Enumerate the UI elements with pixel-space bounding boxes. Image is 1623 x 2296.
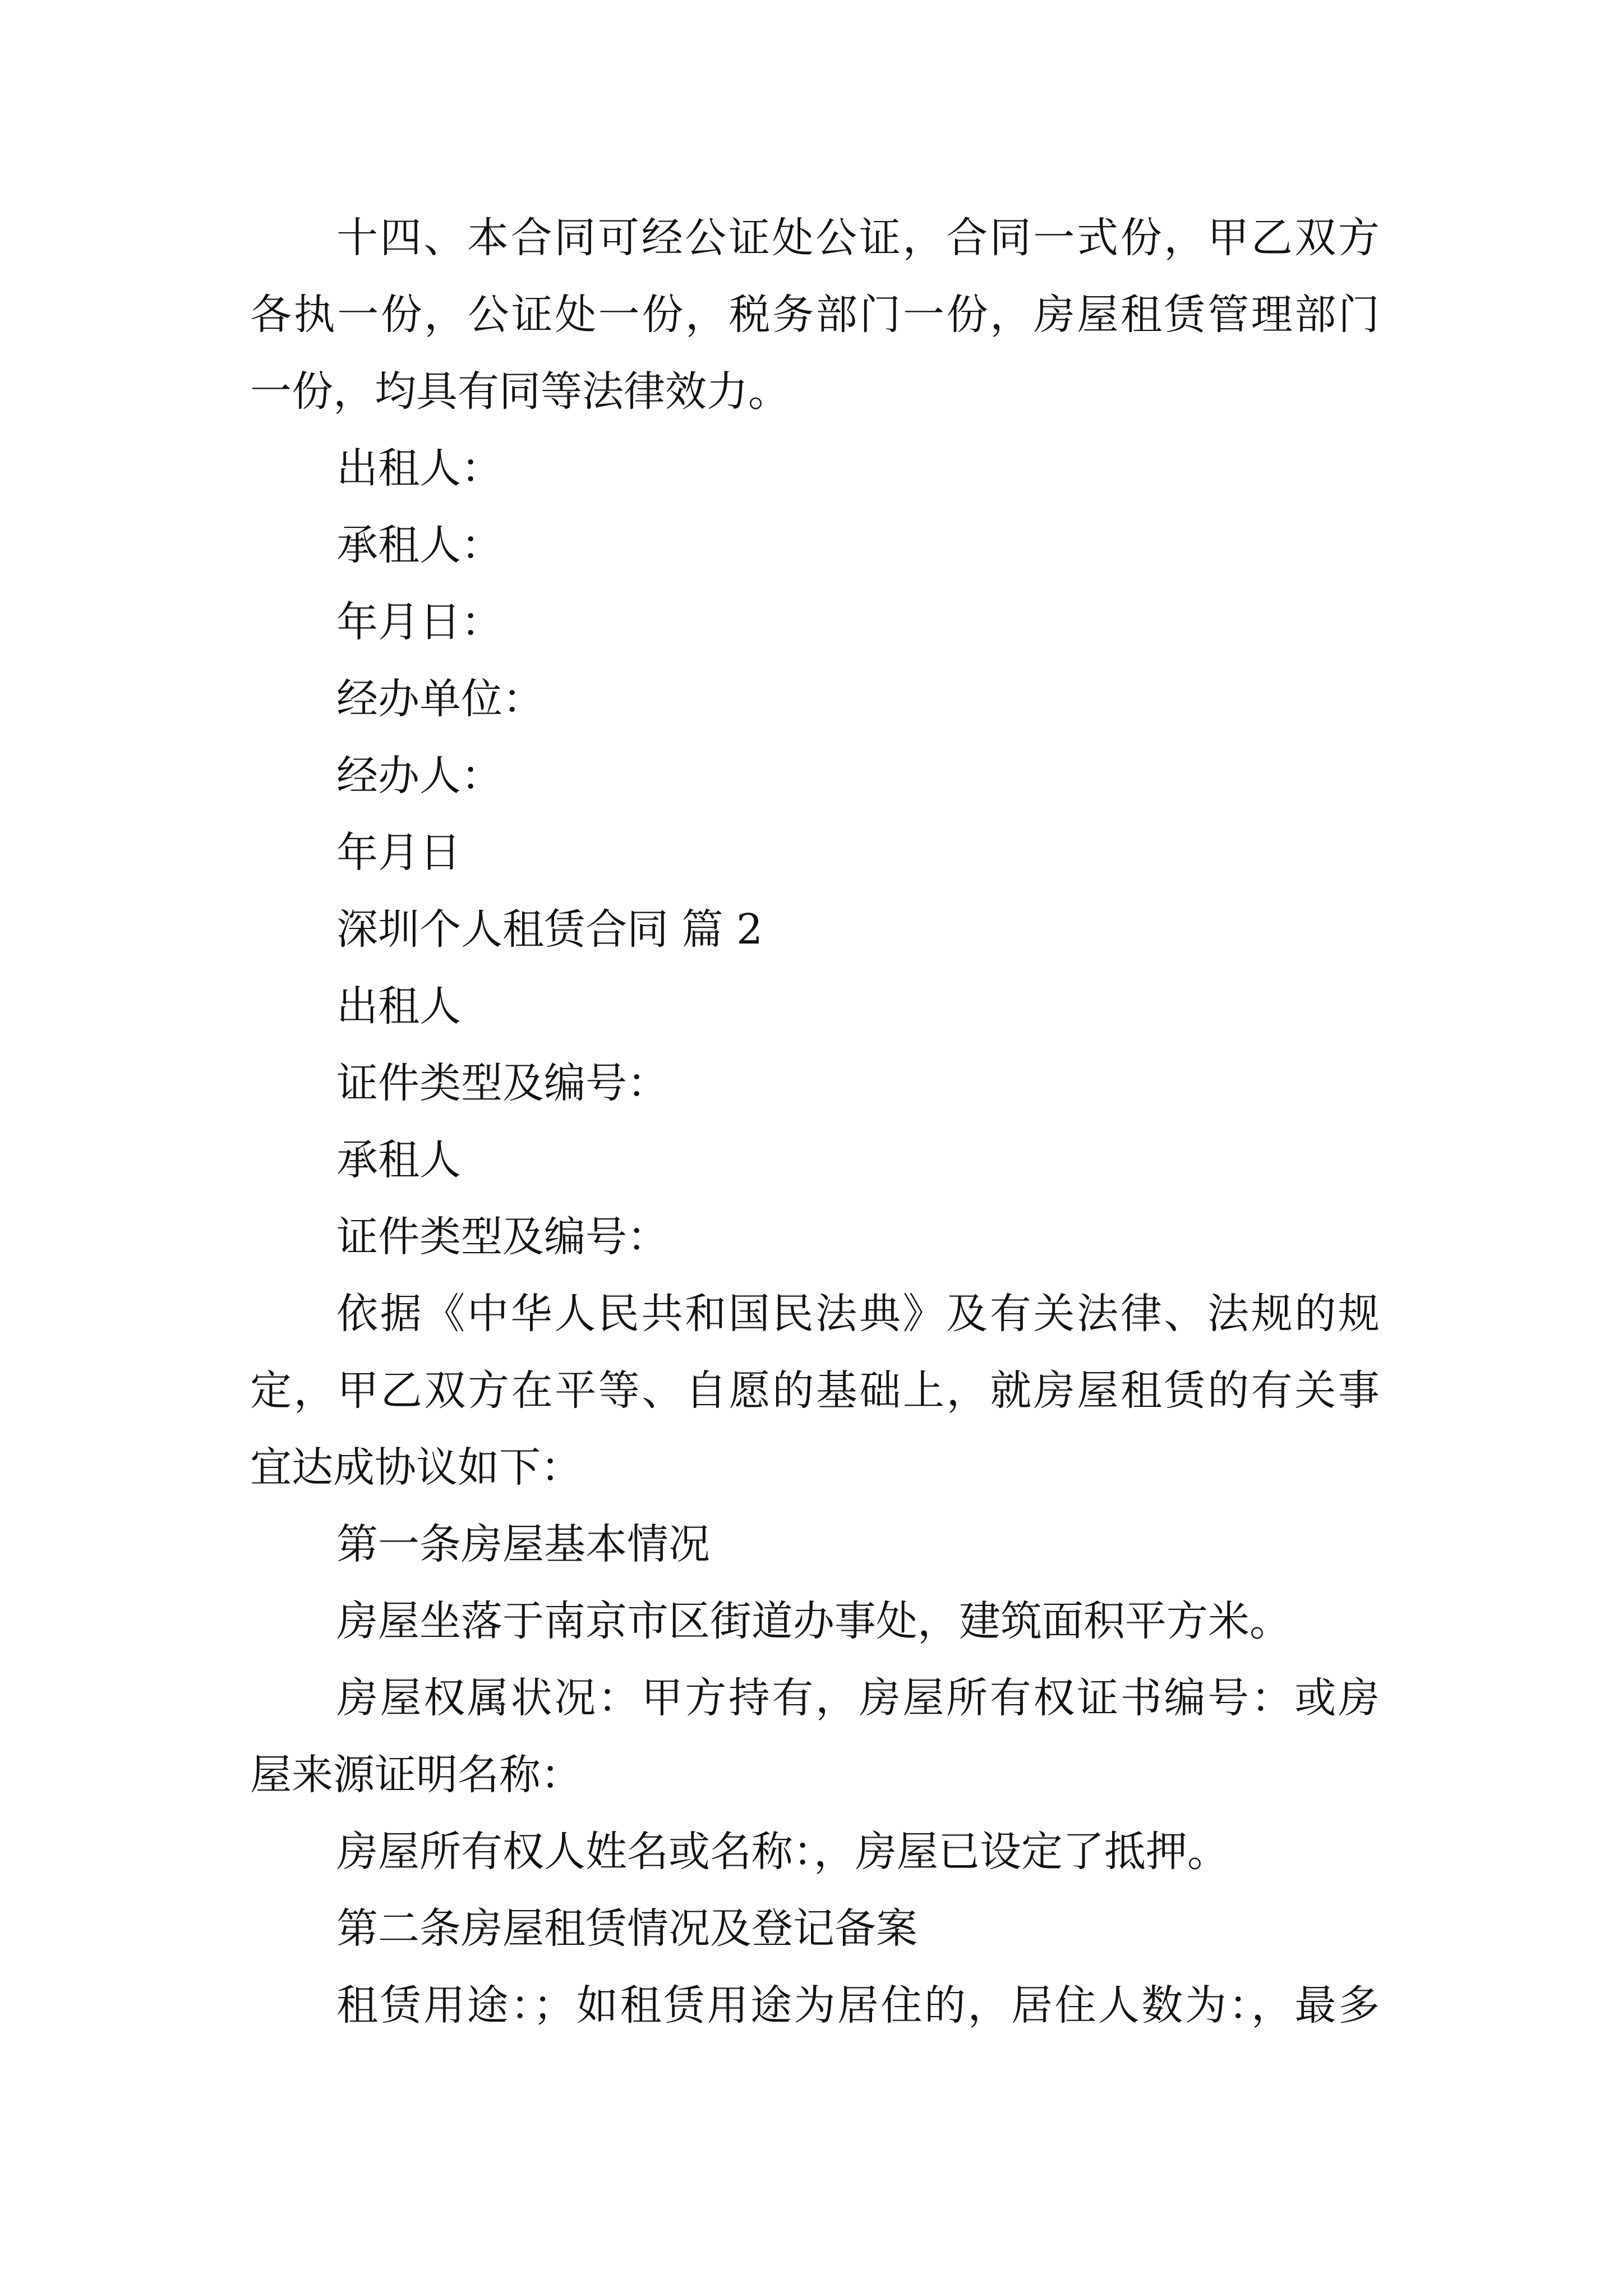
party-label-lessor: 出租人 — [336, 982, 461, 1030]
text-line: 房屋坐落于南京市区街道办事处，建筑面积平方米。 — [336, 1597, 1291, 1645]
text-line: 屋来源证明名称： — [250, 1751, 582, 1799]
id-type-label: 证件类型及编号： — [336, 1059, 668, 1107]
text-line: 依据《中华人民共和国民法典》及有关法律、法规的规 — [336, 1290, 1380, 1338]
article-heading: 第二条房屋租赁情况及登记备案 — [336, 1904, 917, 1953]
text-line: 一份，均具有同等法律效力。 — [250, 367, 790, 416]
contract-text — [250, 200, 1380, 2044]
text-line: 租赁用途：；如租赁用途为居住的，居住人数为：，最多 — [336, 1981, 1380, 2030]
signature-label-lessee: 承租人： — [336, 521, 502, 569]
text-line: 各执一份，公证处一份，税务部门一份，房屋租赁管理部门 — [250, 291, 1380, 339]
text-line: 房屋权属状况：甲方持有，房屋所有权证书编号：或房 — [336, 1674, 1380, 1722]
text-line: 定，甲乙双方在平等、自愿的基础上，就房屋租赁的有关事 — [250, 1366, 1380, 1415]
section-heading: 深圳个人租赁合同 篇 2 — [336, 905, 763, 954]
party-label-lessee: 承租人 — [336, 1136, 461, 1184]
signature-label-date-2: 年月日 — [336, 829, 461, 877]
signature-label-lessor: 出租人： — [336, 444, 502, 493]
article-heading: 第一条房屋基本情况 — [336, 1520, 710, 1568]
text-line: 宜达成协议如下： — [250, 1443, 582, 1492]
signature-label-date: 年月日： — [336, 598, 502, 646]
signature-label-agency: 经办单位： — [336, 675, 544, 723]
text-line: 十四、本合同可经公证处公证，合同一式份，甲乙双方 — [336, 214, 1380, 262]
id-type-label: 证件类型及编号： — [336, 1213, 668, 1261]
text-line: 房屋所有权人姓名或名称：，房屋已设定了抵押。 — [336, 1828, 1229, 1876]
signature-label-agent: 经办人： — [336, 752, 502, 800]
